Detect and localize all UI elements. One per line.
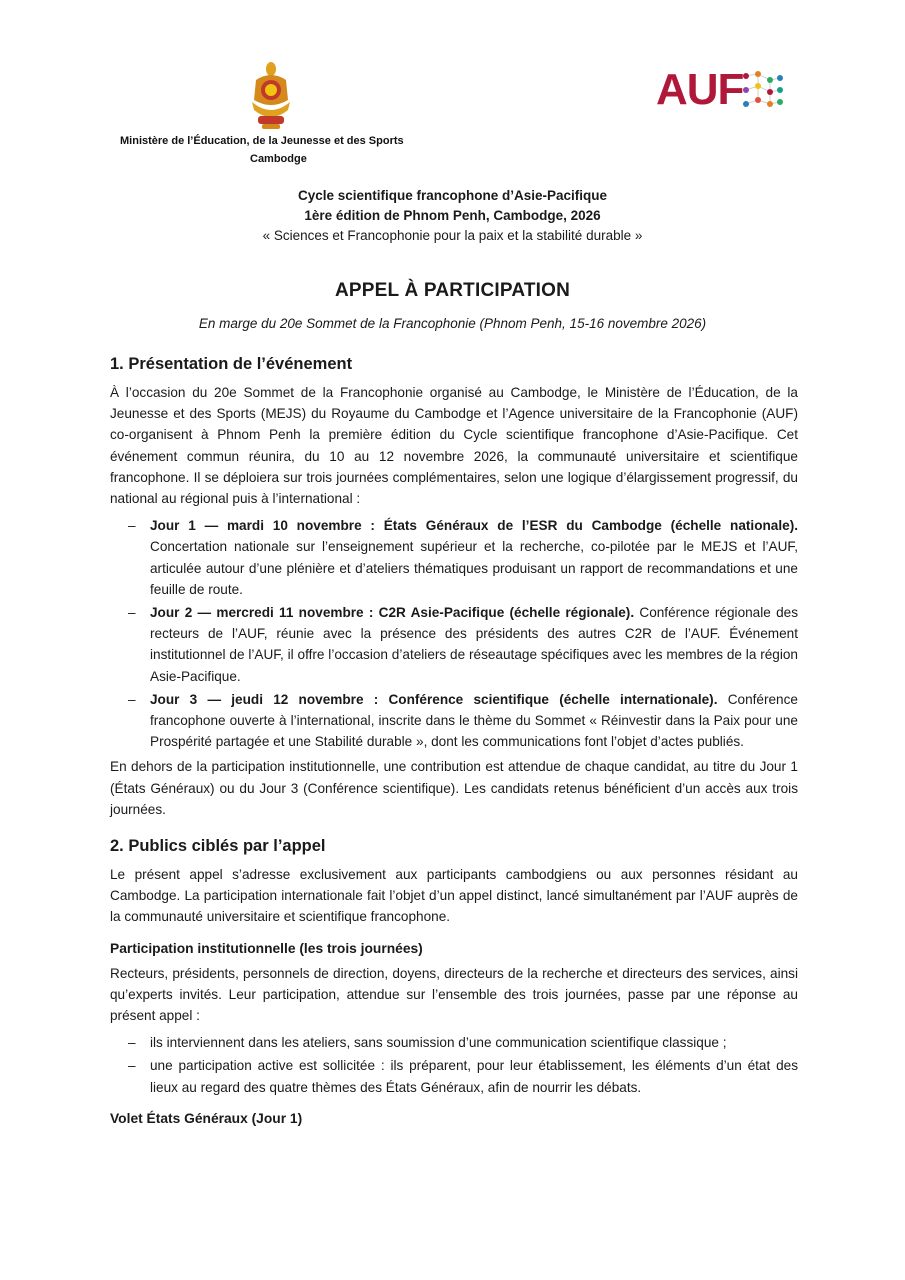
list-item — [110, 689, 798, 753]
section1-intro: À l’occasion du 20e Sommet de la Francophonie organisé au Cambodge, le Ministère de l’Éducation, de la Jeunesse et des Sports (MEJS) du Royaume du Cambodge et l’Agence universitaire de la Francophonie (AUF) co-organisent à Phnom Penh la première édition du Cycle scientifique francophone d’Asie-Pacifique. Cet événement commun réunira, du 10 au 12 novembre 2026, la communauté universitaire et scientifique francophone. Il se déploiera sur trois journées complémentaires, selon une logique d’élargissement progressif, du national au régional puis à l’international : — [110, 385, 798, 507]
event-heading — [120, 186, 785, 246]
event-heading-theme: « Sciences et Francophonie pour la paix et la stabilité durable » — [262, 228, 643, 243]
document-body — [110, 352, 798, 1133]
list-item: – ils interviennent dans les ateliers, sans soumission d’une communication scientifique classique ; — [110, 1032, 798, 1053]
event-heading-line2: 1ère édition de Phnom Penh, Cambodge, 2026 — [304, 208, 601, 223]
section1-outro: En dehors de la participation institutionnelle, une contribution est attendue de chaque candidat, au titre du Jour 1 (États Généraux) ou du Jour 3 (Conférence scientifique). Les candidats retenus bénéficient d’un accès aux trois journées. — [110, 759, 798, 817]
section2-intro: Le présent appel s’adresse exclusivement aux participants cambodgiens ou aux personnes résidant au Cambodge. La participation internationale fait l’objet d’un appel distinct, lancé simultanément par l’AUF auprès de la communauté universitaire et scientifique francophone. — [110, 867, 798, 925]
day3-text: Conférence francophone ouverte à l’international, inscrite dans le thème du Sommet « Réinvestir dans la Paix pour une Prospérité partagée et une Stabilité durable », dont les communications font l’objet d’actes publiés. — [150, 691, 798, 750]
auf-network-icon — [740, 70, 786, 110]
days-list — [110, 515, 798, 752]
day2-text: Conférence régionale des recteurs de l’AUF, réunie avec la présence des présidents des autres C2R de l’AUF. Événement institutionnel de l’AUF, il offre l’occasion d’ateliers de réseautage spécifiques avec les membres de la région Asie-Pacifique. — [150, 605, 798, 684]
ministry-name — [120, 132, 440, 168]
day2-lead: Jour 2 — mercredi 11 novembre : C2R Asie-Pacifique (échelle régionale). — [150, 605, 635, 621]
ministry-name-line2: Cambodge — [250, 153, 307, 165]
institutional-heading: Participation institutionnelle (les trois journées) — [110, 940, 423, 956]
list-item — [110, 602, 798, 687]
list-item: – une participation active est sollicitée : ils préparent, pour leur établissement, les éléments d’un état des lieux au regard des quatre thèmes des États Généraux, afin de nourrir les débats. — [110, 1055, 798, 1097]
ministry-name-line1: Ministère de l’Éducation, de la Jeunesse et des Sports — [120, 135, 404, 147]
ministry-emblem-icon — [246, 60, 296, 132]
document-title: APPEL À PARTICIPATION — [334, 280, 571, 301]
event-heading-line1: Cycle scientifique francophone d’Asie-Pacifique — [297, 188, 608, 203]
auf-logo-text: AUF — [656, 65, 744, 114]
document-subtitle: En marge du 20e Sommet de la Francophonie (Phnom Penh, 15-16 novembre 2026) — [198, 316, 707, 331]
institutional-list — [110, 1032, 798, 1098]
institutional-text: Recteurs, présidents, personnels de direction, doyens, directeurs de la recherche et directeurs des services, ainsi qu’experts invités. Leur participation, attendue sur l’ensemble des trois journées, passe par une réponse au présent appel : — [110, 965, 798, 1024]
auf-logo — [656, 64, 788, 116]
day1-text: Concertation nationale sur l’enseignement supérieur et la recherche, co-pilotée par le MEJS et l’AUF, articulée autour d’une plénière et d’ateliers thématiques produisant un rapport de recommandations et une feuille de route. — [150, 539, 798, 597]
list-item — [110, 515, 798, 600]
day3-lead: Jour 3 — jeudi 12 novembre : Conférence scientifique (échelle internationale). — [150, 691, 718, 707]
section1-heading: 1. Présentation de l’événement — [110, 355, 353, 373]
general-states-heading: Volet États Généraux (Jour 1) — [110, 1110, 303, 1126]
day1-lead: Jour 1 — mardi 10 novembre : États Généraux de l’ESR du Cambodge (échelle nationale). — [150, 518, 798, 534]
section2-heading: 2. Publics ciblés par l’appel — [110, 837, 326, 856]
